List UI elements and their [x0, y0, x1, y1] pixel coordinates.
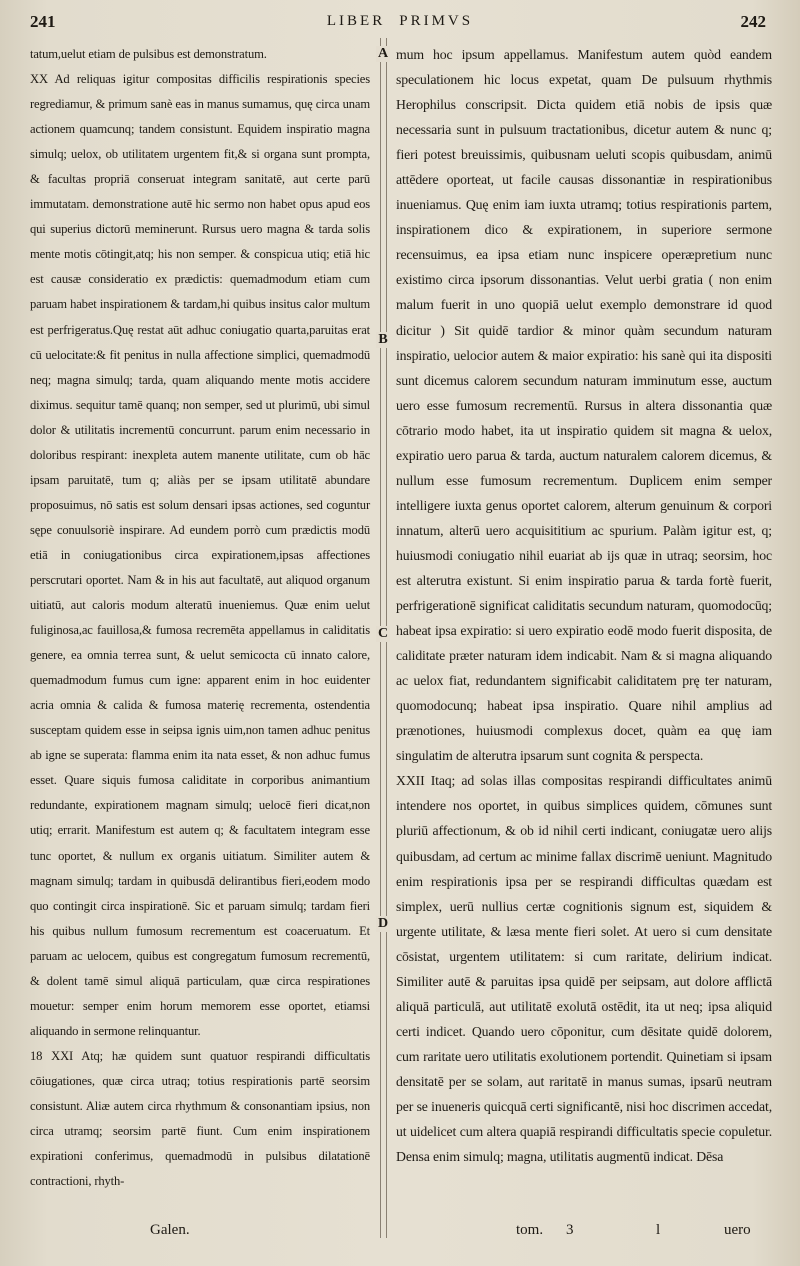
right-paragraph-1: mum hoc ipsum appellamus. Manifestum autem quòd eandem speculationem hic locus expetat, quam De pulsuum rhythmis Herophilus conscripsit. Dicta quidem etiā nobis de ipsis quæ necessaria sunt in pulsuum tractationibus, dicetur autem & nunc q; fieri potest breuissimis, quibusnam ueluti scopis quibusdam, animū attēdere oporteat, ut facile causas dissonantiæ in respirationibus inueniamus. Quę enim iam iuxta utramq; totius respirationis partem, inspirationem dico & expirationem, in superiore sermone recensuimus, ea ipsa etiam nunc inspicere operæpretium nunc existimo circa ipsorum dissonantias. Velut uerbi gratia ( non enim malum fuerit in uno quopiā uelut exemplo demonstrare id quod dicitur ) Sit quidē tardior & minor quàm secundum naturam inspiratio, uelocior autem & maior expiratio: his sanè qui ita dispositi sunt dicemus calorem secundum naturam imminutum esse, auctum uero esse fumosum recrementū. Rursus in altera dissonantia quæ cōtrario modo habet, ita ut inspiratio quidem sit magna & uelox, expiratio uero parua & tarda, auctum naturalem calorem dicemus, & nullum esse fumosum recrementum. Duplicem enim semper intelligere iuxta genus oportet calorem, alterum genuinum & corpori innatum, alterū uero acquisititium ac spurium. Palàm igitur est, q; huiusmodi coniugatio nihil euariat ab ijs quæ in utraq; seorsim, hoc est alterutra existunt. Si enim inspiratio parua & tarda fortè fuerit, perfrigerationē significat caliditatis secundum naturam, quomodocūq; habeat ipsa expiratio: si uero expiratio eodē modo fuerit disposita, de caliditate præter naturam idem indicabit. Nam & si magna aliquando ac uelox fiat, redundantem significabit caliditatem prę ter naturam, quomodocunq; habeat ipsa inspiratio. Quare nihil amplius ad prænotiones, huiusmodi complexus docet, quàm ea quę iam singulatim de alterutra ipsarum sunt cognita & perspecta. — [396, 47, 772, 764]
footer-gathering: l — [656, 1222, 661, 1238]
footer-volume: 3 — [566, 1222, 574, 1238]
book-title-part2: PRIMVS — [399, 13, 474, 29]
left-paragraph-1: tatum,uelut etiam de pulsibus est demonstratum. — [30, 47, 267, 61]
margin-letter-c: C — [377, 626, 389, 641]
right-page-number: 242 — [740, 12, 766, 31]
margin-letter-b: B — [376, 332, 390, 348]
margin-letter-a: A — [377, 46, 389, 61]
book-title-part1: LIBER — [326, 13, 386, 29]
left-paragraph-2: XX Ad reliquas igitur compositas difficilis respirationis species regrediamur, & primum sanè eas in manus sumamus, quę circa unam actionem quamcunq; tandem consistunt. Equidem inspiratio magna simulq; uelox, ob utilitatem urgentem fit,& si organa sunt prompta, & facultas propriā conseruat integram sanitatē, aut certe parū immutatam. demonstratione autē hic sermo non habet opus apud eos qui superius dictorū meminerunt. Rursus uero magna & tarda solis mente motis cōtingit,atq; his non semper. & conspicua utiq; etiā hic est causæ consideratio ex prædictis: quemadmodum etiam cum paruam habet inspirationem & tardam,hi quibus insitus calor multum est perfrigeratus.Quę restat aūt adhuc coniugatio quarta,paruitas erat cū uelocitate:& fit penitus in nulla affectione simplici, quemadmodū neq; magna simulq; tarda, quam aliquando mente motis accidere diximus. sequitur tamē quanq; non semper, sed ut plurimū, ubi simul dolor & utilitatis incrementū concurrunt. parum enim necessario in doloribus respirant: inexpleta autem manente utilitate, cum ob hāc ipsam paruitatē, tum q; aliàs per se ipsam utilitatē abundare proposuimus, nō satis est solum densari ipsas actiones, sed coguntur sępe conuulsoriè inspirare. Ad eundem porrò cum prædictis modū etiā in coniugationibus circa expirationem,ipsas affectiones perscrutari oportet. Nam & in his aut facultatē, aut aliquod organum uitiatū, aut caloris modum alteratū inueniemus. Quæ enim uelut fuliginosa,ac fauillosa,& fumosa recremēta appellamus in caliditatis genere, ea omnia terrea sunt, & uelut semicocta cū innato calore, quemadmodum fumus cum igne: apparent enim in hoc euidenter acria omnia & calida & fumosa materię recrementa, ostendentia susceptam quidem esse in seipsa ignis uim,non tamen adhuc penitus ab igne se superata: flamma enim ita nata esset, & non adhuc fumus esset. Quare siquis fumosa caliditate in corporibus animantium redundante, expirationem magnam simulq; uelocē fieri dicat,non utiq; errarit. Manifestum est autem q; & facultatem integram esse tunc oportet, & nullum ex organis uitiatum. Similiter autem & magnam simulq; tardam in quibusdā delirantibus fieri,eodem modo quo contingit circa inspirationē. Sic et paruam simulq; tardam fieri his quibus nullum fumosum recrementum est coaceruatum. Et paruam ac uelocem, quibus est congregatum fumosum recrementū, & dolent tamē simul aliquā particulam, quæ circa respirationes mouetur: semper enim horum memorem esse oportet, etiamsi aliquando in sermone relinquantur. — [30, 72, 370, 1038]
running-head — [0, 12, 800, 38]
right-column — [396, 42, 772, 1169]
left-column — [30, 42, 370, 1194]
book-title — [0, 13, 800, 30]
margin-letter-d: D — [377, 916, 389, 931]
left-page-number: 241 — [30, 12, 56, 31]
right-paragraph-2: XXII Itaq; ad solas illas compositas respirandi difficultates animū intendere nos oportet, in quibus simplices quidem, cōmunes sunt pluriū affectionum, & ob id nihil certi indicant, coniugatæ uero alijs quibusdam, ad certum ac minime fallax discrimē ueniunt. Magnitudo enim respirationis ipsa per se respirandi difficultas quædam est simplex, uerū nullius certæ cognitionis signum est, siquidem & urgente utilitate, & læsa mente fieri solet. At uero si cum densitate cōsistat, urgentem utilitatem: si cum raritate, delirium indicat. Similiter autē & paruitas ipsa quidē per seipsam, aut dolore afflictā aliquā particulā, aut utilitatē exolutā ostēdit, ita ut neq; ipsa aliquid certi indicet. Quando uero cōponitur, cum dēsitate quidē dolorem, cum raritate uero utilitatis exolutionem portendit. Quinetiam si ipsam densitatē per se solam, aut raritatē in manus sumas, ipsarū neutram per se inueneris quicquā certi significantē, nisi hoc discrimen accedat, ut uidelicet cum altera quapiā respirandi difficultatis specie copuletur. Densa enim simulq; magna, utilitatis augmentū indicat. Dēsa — [396, 773, 772, 1165]
footer-author: Galen. — [150, 1222, 190, 1238]
footer-signature-tom: tom. — [516, 1222, 544, 1238]
footer-catchword: uero — [724, 1222, 751, 1238]
left-paragraph-3: 18 XXI Atq; hæ quidem sunt quatuor respirandi difficultatis cōiugationes, quæ circa utraq; totius respirationis partē seorsim consistunt. Aliæ autem circa rhythmum & consonantiam ipsius, non circa utramq; seorsim partē fiunt. Cum enim inspirationem expirationi conferimus, quemadmodū in pulsibus dilatationē contractioni, rhyth- — [30, 1048, 370, 1189]
